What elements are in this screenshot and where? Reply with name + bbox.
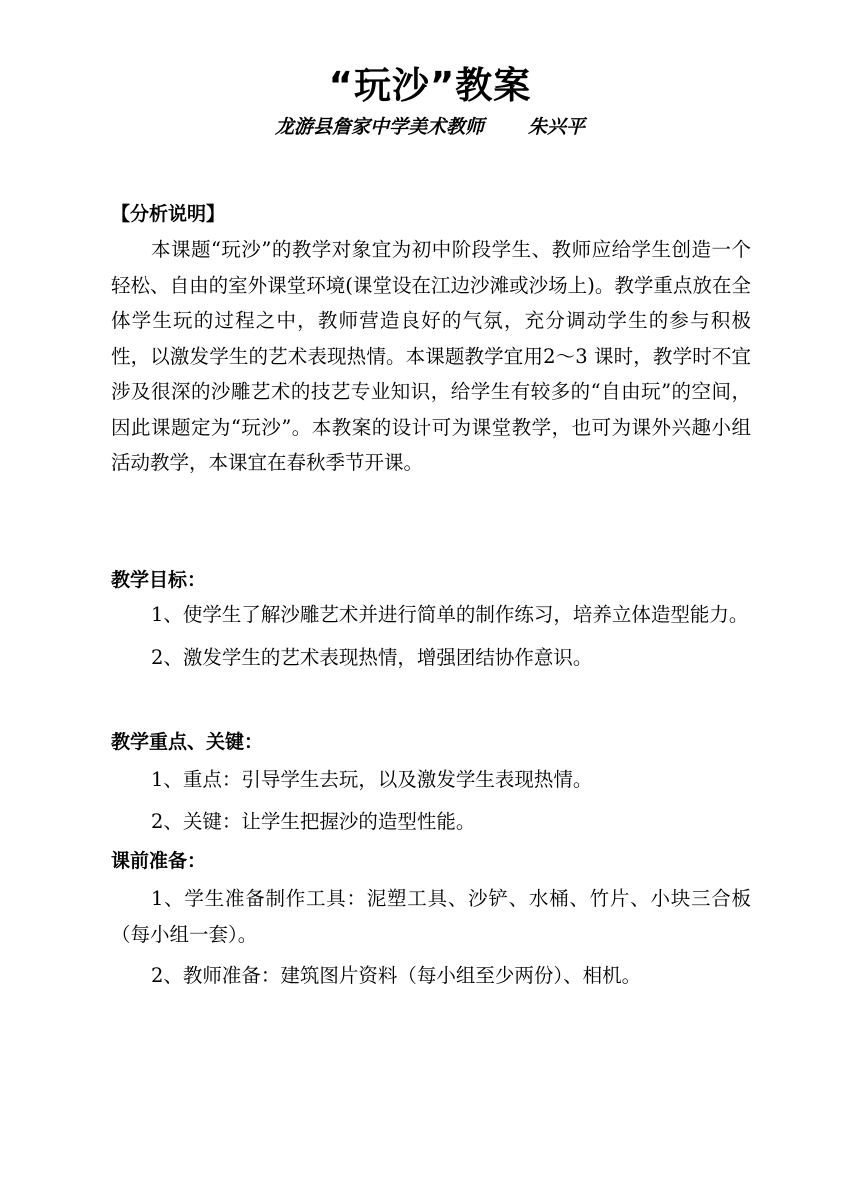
section-heading-key-points: 教学重点、关键： [111,731,264,753]
goal-item-1: 1、使学生了解沙雕艺术并进行简单的制作练习，培养立体造型能力。 [151,603,749,626]
author-line [0,113,860,141]
author-org: 龙游县詹家中学美术教师 [274,116,484,138]
goal-item-2: 2、激发学生的艺术表现热情，增强团结协作意识。 [151,645,593,669]
key-point-item-1: 1、重点：引导学生去玩，以及激发学生表现热情。 [151,768,593,791]
section-key-points [111,728,751,839]
document-title: “玩沙”教案 [328,64,532,107]
section-goals [111,566,751,675]
section-heading-preparation: 课前准备： [111,850,207,872]
section-analysis [111,200,751,481]
preparation-item-1: 1、学生准备制作工具：泥塑工具、沙铲、水桶、竹片、小块三合板（每小组一套）。 [111,887,751,946]
section-preparation [111,847,751,994]
preparation-item-2: 2、教师准备：建筑图片资料（每小组至少两份）、相机。 [151,964,642,987]
key-point-item-2: 2、关键：让学生把握沙的造型性能。 [151,809,476,833]
section-heading-analysis: 【分析说明】 [111,203,226,225]
analysis-paragraph: 本课题“玩沙”的教学对象宜为初中阶段学生、教师应给学生创造一个轻松、自由的室外课堂环境(课堂设在江边沙滩或沙场上)。教学重点放在全体学生玩的过程之中，教师营造良好的气氛，充分调动学生的参与积极性，以激发学生的艺术表现热情。本课题教学宜用2～3 课时，教学时不宜涉及很深的沙雕艺术的技艺专业知识，给学生有较多的“自由玩”的空间，因此课题定为“玩沙”。本教案的设计可为课堂教学，也可为课外兴趣小组活动教学，本课宜在春秋季节开课。 [111,238,751,474]
section-heading-goals: 教学目标： [111,569,207,591]
author-name: 朱兴平 [528,116,586,138]
